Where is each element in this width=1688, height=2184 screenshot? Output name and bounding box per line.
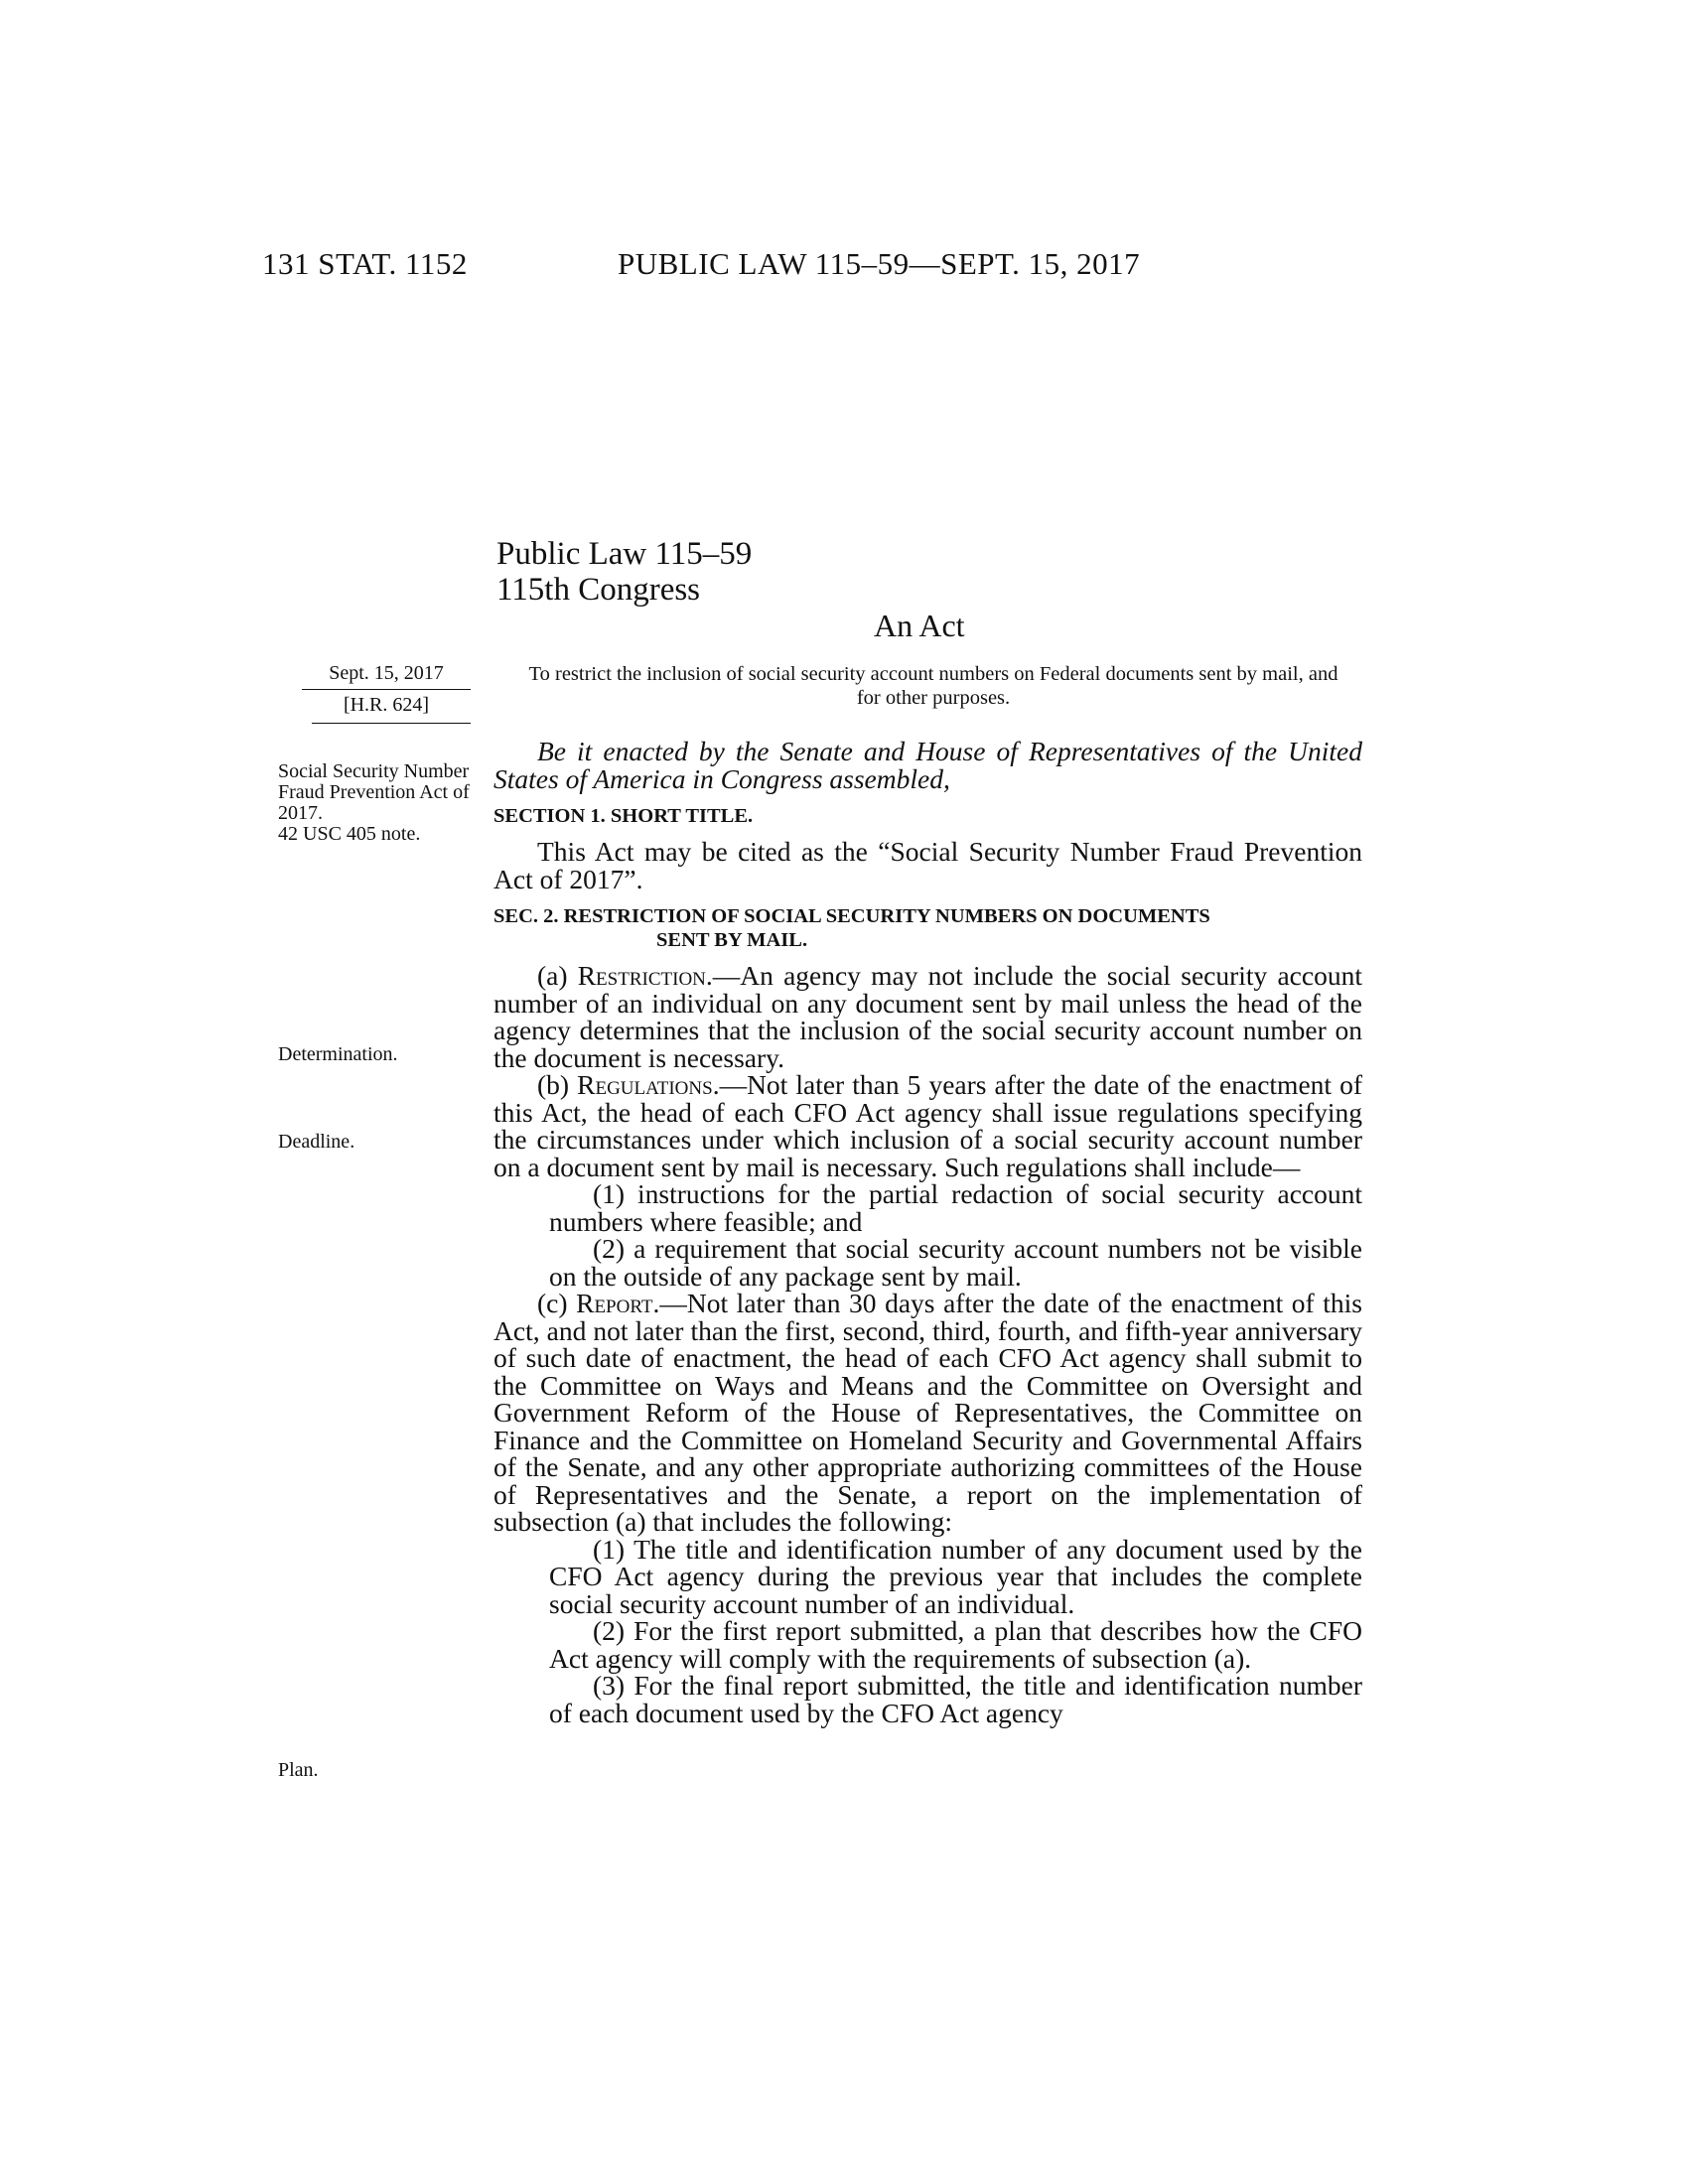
paragraph-c2: (2) For the first report submitted, a plan that describes how the CFO Act agency will comply with the requirements of subsection (a). — [549, 1615, 1362, 1674]
short-title-note: Social Security Number Fraud Prevention Act of 2017. — [278, 760, 470, 824]
law-number: Public Law 115–59 — [496, 536, 753, 572]
usc-note: 42 USC 405 note. — [278, 823, 421, 845]
section-2-heading — [493, 904, 1362, 952]
running-head-law: PUBLIC LAW 115–59—SEPT. 15, 2017 — [618, 246, 1141, 281]
margin-date-block — [302, 662, 471, 724]
act-label: An Act — [874, 608, 965, 643]
subsection-c — [493, 1290, 1362, 1536]
section-2-heading-line1: SEC. 2. RESTRICTION OF SOCIAL SECURITY NUMBERS ON DOCUMENTS — [493, 905, 1210, 927]
margin-rule — [312, 723, 471, 724]
running-head-page: 131 STAT. 1152 — [262, 246, 468, 281]
subsection-c-text: .—Not later than 30 days after the date of the enactment of this Act, and not later than the first, second, third, fourth, and fifth-year anniversary of such date of enactment, the head of each CFO Act agency shall submit to the Committee on Ways and Means and the Committee on Oversight and Government Reform of the House of Representatives, the Committee on Finance and the Committee on Homeland Security and Governmental Affairs of the Senate, and any other appropriate authorizing committees of the House of Representatives and the Senate, a report on the implementation of subsection (a) that includes the following: — [493, 1288, 1362, 1537]
margin-note-deadline: Deadline. — [278, 1131, 355, 1153]
subsection-b-text: .—Not later than 5 years after the date of the enactment of this Act, the head of each CFO Act agency shall issue regulations specifying the circumstances under which inclusion of a social security account number on a document sent by mail is necessary. Such regulations shall include— — [493, 1069, 1362, 1182]
subsection-b-label: (b) — [537, 1069, 578, 1100]
subsection-b-heading: Regulations — [577, 1069, 713, 1100]
section-2-heading-line2: SENT BY MAIL. — [656, 929, 808, 951]
margin-note-determination: Determination. — [278, 1043, 398, 1065]
enactment-date: Sept. 15, 2017 — [302, 662, 471, 690]
paragraph-c3: (3) For the final report submitted, the title and identification number of each document used by the CFO Act agency — [549, 1670, 1362, 1728]
subsection-a-text: .—An agency may not include the social security account number of an individual on any document sent by mail unless the head of the agency determines that the inclusion of the social security account number on the document is necessary. — [493, 960, 1362, 1073]
section-1-heading: SECTION 1. SHORT TITLE. — [493, 805, 754, 827]
body-text — [493, 738, 1362, 1726]
subsection-a-heading: Restriction — [577, 960, 706, 991]
paragraph-c1: (1) The title and identification number of any document used by the CFO Act agency during the previous year that includes the complete social security account number of an individual. — [549, 1533, 1362, 1619]
subsection-a — [493, 962, 1362, 1071]
enacting-clause: Be it enacted by the Senate and House of Representatives of the United States of America in Congress assembled, — [493, 736, 1362, 794]
congress: 115th Congress — [496, 572, 701, 608]
subsection-c-heading: Report — [576, 1288, 653, 1318]
subsection-b — [493, 1071, 1362, 1180]
margin-note-short-title — [278, 761, 477, 845]
purpose-clause: To restrict the inclusion of social security account numbers on Federal documents sent by mail, and for other purposes. — [528, 663, 1338, 709]
section-1-text: This Act may be cited as the “Social Security Number Fraud Prevention Act of 2017”. — [493, 836, 1362, 894]
bill-number: [H.R. 624] — [343, 694, 430, 716]
paragraph-b1: (1) instructions for the partial redaction of social security account numbers where feasible; and — [549, 1178, 1362, 1237]
paragraph-b2: (2) a requirement that social security account numbers not be visible on the outside of any package sent by mail. — [549, 1233, 1362, 1292]
subsection-c-label: (c) — [537, 1288, 577, 1318]
subsection-a-label: (a) — [537, 960, 578, 991]
margin-note-plan: Plan. — [278, 1759, 319, 1781]
